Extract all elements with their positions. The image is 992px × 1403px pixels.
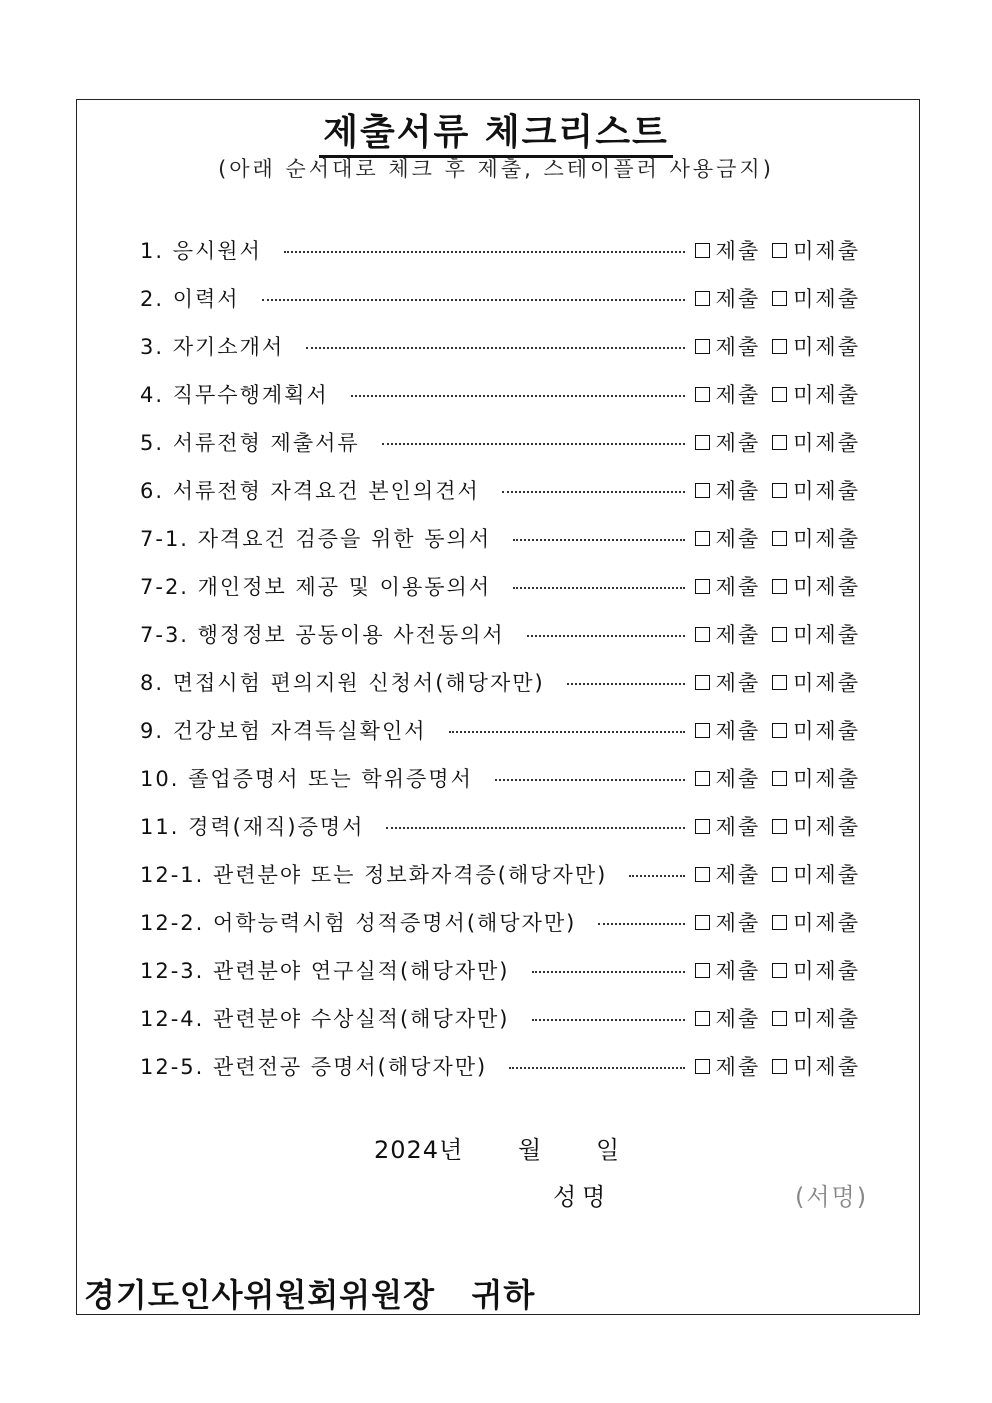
checklist-item-label: 2. 이력서 bbox=[140, 287, 240, 311]
not-submitted-checkbox[interactable] bbox=[772, 627, 787, 642]
checklist-item bbox=[140, 418, 860, 466]
dot-leader bbox=[513, 539, 684, 541]
not-submitted-checkbox[interactable] bbox=[772, 723, 787, 738]
checklist-item-label: 10. 졸업증명서 또는 학위증명서 bbox=[140, 767, 473, 791]
checklist-item-label: 12-4. 관련분야 수상실적(해당자만) bbox=[140, 1007, 510, 1031]
checklist-item-label: 7-1. 자격요건 검증을 위한 동의서 bbox=[140, 527, 492, 551]
submitted-label: 제출 bbox=[715, 239, 761, 263]
submitted-label: 제출 bbox=[715, 1007, 761, 1031]
submitted-option[interactable] bbox=[695, 283, 761, 313]
addressee: 경기도인사위원회위원장 귀하 bbox=[84, 1276, 536, 1314]
title-text: 제출서류 체크리스트 bbox=[319, 112, 673, 158]
checklist-item-label: 1. 응시원서 bbox=[140, 239, 262, 263]
not-submitted-option[interactable] bbox=[772, 283, 860, 313]
dot-leader bbox=[513, 587, 684, 589]
not-submitted-label: 미제출 bbox=[793, 911, 860, 935]
submitted-checkbox[interactable] bbox=[695, 531, 710, 546]
not-submitted-label: 미제출 bbox=[793, 959, 860, 983]
not-submitted-option[interactable] bbox=[772, 571, 860, 601]
not-submitted-option[interactable] bbox=[772, 715, 860, 745]
not-submitted-checkbox[interactable] bbox=[772, 243, 787, 258]
submitted-checkbox[interactable] bbox=[695, 435, 710, 450]
submitted-option[interactable] bbox=[695, 907, 761, 937]
dot-leader bbox=[502, 491, 685, 493]
checklist-item-label: 12-3. 관련분야 연구실적(해당자만) bbox=[140, 959, 510, 983]
not-submitted-option[interactable] bbox=[772, 667, 860, 697]
not-submitted-option[interactable] bbox=[772, 1003, 860, 1033]
not-submitted-checkbox[interactable] bbox=[772, 291, 787, 306]
not-submitted-label: 미제출 bbox=[793, 479, 860, 503]
submitted-label: 제출 bbox=[715, 431, 761, 455]
submitted-label: 제출 bbox=[715, 335, 761, 359]
not-submitted-label: 미제출 bbox=[793, 767, 860, 791]
submitted-label: 제출 bbox=[715, 623, 761, 647]
dot-leader bbox=[351, 395, 685, 397]
checklist-item-label: 12-1. 관련분야 또는 정보화자격증(해당자만) bbox=[140, 863, 608, 887]
checklist-item bbox=[140, 226, 860, 274]
signature-placeholder[interactable]: (서명) bbox=[795, 1183, 869, 1211]
checklist-item bbox=[140, 370, 860, 418]
dot-leader bbox=[598, 923, 684, 925]
not-submitted-checkbox[interactable] bbox=[772, 435, 787, 450]
not-submitted-checkbox[interactable] bbox=[772, 339, 787, 354]
checklist bbox=[140, 226, 860, 1090]
checklist-item bbox=[140, 610, 860, 658]
not-submitted-option[interactable] bbox=[772, 907, 860, 937]
checklist-item bbox=[140, 466, 860, 514]
not-submitted-option[interactable] bbox=[772, 811, 860, 841]
checklist-item-label: 7-2. 개인정보 제공 및 이용동의서 bbox=[140, 575, 492, 599]
dot-leader bbox=[567, 683, 685, 685]
submitted-option[interactable] bbox=[695, 475, 761, 505]
dot-leader bbox=[284, 251, 685, 253]
not-submitted-label: 미제출 bbox=[793, 575, 860, 599]
not-submitted-option[interactable] bbox=[772, 523, 860, 553]
not-submitted-label: 미제출 bbox=[793, 815, 860, 839]
not-submitted-label: 미제출 bbox=[793, 527, 860, 551]
dot-leader bbox=[495, 779, 685, 781]
not-submitted-checkbox[interactable] bbox=[772, 387, 787, 402]
submitted-checkbox[interactable] bbox=[695, 867, 710, 882]
submitted-checkbox[interactable] bbox=[695, 819, 710, 834]
submitted-option[interactable] bbox=[695, 427, 761, 457]
submitted-option[interactable] bbox=[695, 331, 761, 361]
checklist-item bbox=[140, 802, 860, 850]
submitted-checkbox[interactable] bbox=[695, 339, 710, 354]
not-submitted-label: 미제출 bbox=[793, 335, 860, 359]
checklist-item-label: 12-2. 어학능력시험 성적증명서(해당자만) bbox=[140, 911, 577, 935]
submitted-label: 제출 bbox=[715, 479, 761, 503]
checklist-item bbox=[140, 898, 860, 946]
dot-leader bbox=[527, 635, 685, 637]
dot-leader bbox=[629, 875, 684, 877]
submitted-label: 제출 bbox=[715, 287, 761, 311]
dot-leader bbox=[306, 347, 684, 349]
not-submitted-checkbox[interactable] bbox=[772, 915, 787, 930]
submitted-checkbox[interactable] bbox=[695, 579, 710, 594]
submitted-option[interactable] bbox=[695, 235, 761, 265]
checklist-item bbox=[140, 658, 860, 706]
submitted-checkbox[interactable] bbox=[695, 291, 710, 306]
checklist-item bbox=[140, 754, 860, 802]
submitted-checkbox[interactable] bbox=[695, 483, 710, 498]
checklist-item bbox=[140, 274, 860, 322]
submitted-option[interactable] bbox=[695, 955, 761, 985]
date-line bbox=[374, 1130, 621, 1165]
not-submitted-option[interactable] bbox=[772, 379, 860, 409]
submitted-option[interactable] bbox=[695, 571, 761, 601]
not-submitted-option[interactable] bbox=[772, 475, 860, 505]
dot-leader bbox=[532, 1019, 685, 1021]
dot-leader bbox=[382, 443, 685, 445]
submitted-label: 제출 bbox=[715, 911, 761, 935]
checklist-item bbox=[140, 322, 860, 370]
checklist-item bbox=[140, 562, 860, 610]
date-month: 월 bbox=[518, 1136, 543, 1164]
not-submitted-label: 미제출 bbox=[793, 383, 860, 407]
dot-leader bbox=[386, 827, 684, 829]
not-submitted-option[interactable] bbox=[772, 1051, 860, 1081]
signature-label: 성명 bbox=[553, 1183, 612, 1211]
checklist-item-label: 5. 서류전형 제출서류 bbox=[140, 431, 360, 455]
checklist-item bbox=[140, 850, 860, 898]
not-submitted-option[interactable] bbox=[772, 955, 860, 985]
checklist-item-label: 8. 면접시험 편의지원 신청서(해당자만) bbox=[140, 671, 545, 695]
submitted-option[interactable] bbox=[695, 859, 761, 889]
not-submitted-label: 미제출 bbox=[793, 623, 860, 647]
submitted-checkbox[interactable] bbox=[695, 963, 710, 978]
submitted-checkbox[interactable] bbox=[695, 627, 710, 642]
checklist-item bbox=[140, 946, 860, 994]
not-submitted-label: 미제출 bbox=[793, 1007, 860, 1031]
checklist-item bbox=[140, 994, 860, 1042]
page-title bbox=[0, 104, 992, 155]
not-submitted-checkbox[interactable] bbox=[772, 963, 787, 978]
not-submitted-label: 미제출 bbox=[793, 1055, 860, 1079]
checklist-item bbox=[140, 706, 860, 754]
not-submitted-label: 미제출 bbox=[793, 863, 860, 887]
not-submitted-option[interactable] bbox=[772, 619, 860, 649]
submitted-checkbox[interactable] bbox=[695, 1011, 710, 1026]
submitted-checkbox[interactable] bbox=[695, 723, 710, 738]
submitted-checkbox[interactable] bbox=[695, 1059, 710, 1074]
not-submitted-option[interactable] bbox=[772, 859, 860, 889]
submitted-option[interactable] bbox=[695, 811, 761, 841]
submitted-label: 제출 bbox=[715, 959, 761, 983]
submitted-label: 제출 bbox=[715, 767, 761, 791]
not-submitted-checkbox[interactable] bbox=[772, 1059, 787, 1074]
submitted-checkbox[interactable] bbox=[695, 675, 710, 690]
not-submitted-label: 미제출 bbox=[793, 431, 860, 455]
dot-leader bbox=[532, 971, 685, 973]
checklist-item-label: 6. 서류전형 자격요건 본인의견서 bbox=[140, 479, 480, 503]
not-submitted-checkbox[interactable] bbox=[772, 531, 787, 546]
dot-leader bbox=[262, 299, 685, 301]
not-submitted-option[interactable] bbox=[772, 235, 860, 265]
not-submitted-label: 미제출 bbox=[793, 671, 860, 695]
not-submitted-option[interactable] bbox=[772, 331, 860, 361]
submitted-option[interactable] bbox=[695, 1051, 761, 1081]
not-submitted-checkbox[interactable] bbox=[772, 1011, 787, 1026]
submitted-label: 제출 bbox=[715, 383, 761, 407]
submitted-option[interactable] bbox=[695, 619, 761, 649]
date-year: 2024년 bbox=[374, 1136, 464, 1164]
not-submitted-label: 미제출 bbox=[793, 239, 860, 263]
submitted-label: 제출 bbox=[715, 575, 761, 599]
page-subtitle: (아래 순서대로 체크 후 제출, 스테이플러 사용금지) bbox=[218, 157, 774, 181]
not-submitted-checkbox[interactable] bbox=[772, 867, 787, 882]
not-submitted-checkbox[interactable] bbox=[772, 675, 787, 690]
not-submitted-checkbox[interactable] bbox=[772, 579, 787, 594]
not-submitted-checkbox[interactable] bbox=[772, 771, 787, 786]
submitted-option[interactable] bbox=[695, 379, 761, 409]
submitted-label: 제출 bbox=[715, 815, 761, 839]
submitted-option[interactable] bbox=[695, 667, 761, 697]
dot-leader bbox=[449, 731, 685, 733]
submitted-checkbox[interactable] bbox=[695, 915, 710, 930]
checklist-item-label: 12-5. 관련전공 증명서(해당자만) bbox=[140, 1055, 488, 1079]
not-submitted-label: 미제출 bbox=[793, 287, 860, 311]
submitted-label: 제출 bbox=[715, 671, 761, 695]
submitted-option[interactable] bbox=[695, 715, 761, 745]
checklist-item-label: 11. 경력(재직)증명서 bbox=[140, 815, 365, 839]
submitted-option[interactable] bbox=[695, 763, 761, 793]
checklist-item bbox=[140, 1042, 860, 1090]
submitted-option[interactable] bbox=[695, 523, 761, 553]
dot-leader bbox=[509, 1067, 684, 1069]
submitted-label: 제출 bbox=[715, 719, 761, 743]
date-day: 일 bbox=[596, 1136, 621, 1164]
submitted-label: 제출 bbox=[715, 863, 761, 887]
not-submitted-option[interactable] bbox=[772, 763, 860, 793]
checklist-item-label: 9. 건강보험 자격득실확인서 bbox=[140, 719, 427, 743]
checklist-item-label: 7-3. 행정정보 공동이용 사전동의서 bbox=[140, 623, 505, 647]
submitted-option[interactable] bbox=[695, 1003, 761, 1033]
submitted-checkbox[interactable] bbox=[695, 387, 710, 402]
not-submitted-label: 미제출 bbox=[793, 719, 860, 743]
not-submitted-checkbox[interactable] bbox=[772, 483, 787, 498]
checklist-item bbox=[140, 514, 860, 562]
submitted-checkbox[interactable] bbox=[695, 243, 710, 258]
checklist-item-label: 3. 자기소개서 bbox=[140, 335, 285, 359]
submitted-checkbox[interactable] bbox=[695, 771, 710, 786]
not-submitted-option[interactable] bbox=[772, 427, 860, 457]
not-submitted-checkbox[interactable] bbox=[772, 819, 787, 834]
submitted-label: 제출 bbox=[715, 527, 761, 551]
checklist-item-label: 4. 직무수행계획서 bbox=[140, 383, 329, 407]
submitted-label: 제출 bbox=[715, 1055, 761, 1079]
